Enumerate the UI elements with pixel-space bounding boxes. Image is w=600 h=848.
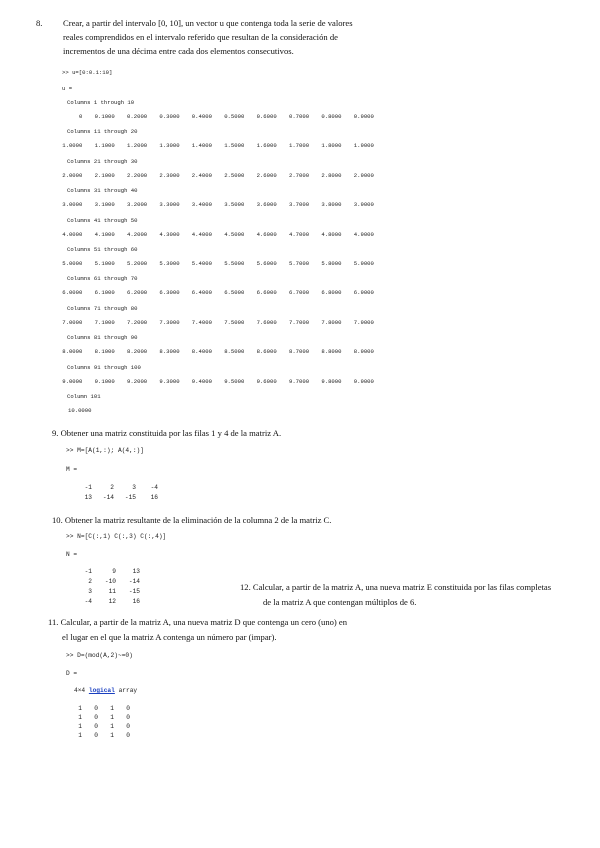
value-cell: 9.4000 <box>191 377 212 385</box>
value-cell: 9.3000 <box>159 377 180 385</box>
value-cell: 2.9000 <box>353 171 374 179</box>
column-header: Columns 1 through 10 <box>67 99 135 106</box>
ex8-result-label: u = <box>62 85 73 92</box>
matrix-cell: 0 <box>94 714 98 721</box>
value-cell: 0.3000 <box>159 113 180 120</box>
ex8-line-1: Crear, a partir del intervalo [0, 10], un vector u que contenga toda la serie de valores <box>63 18 353 28</box>
value-cell: 3.2000 <box>127 201 148 209</box>
matrix-cell: 1 <box>110 732 114 739</box>
matrix-cell: 2 <box>88 578 92 585</box>
value-cell: 0.7000 <box>288 113 310 120</box>
ex11-array-type <box>74 687 137 694</box>
column-header: Columns 31 through 40 <box>67 187 138 195</box>
column-header: Columns 91 through 100 <box>67 363 141 371</box>
ex8-line-3: incrementos de una décima entre cada dos elementos consecutivos. <box>63 46 294 56</box>
value-cell: 0.1000 <box>94 113 115 120</box>
value-cell: 2.7000 <box>288 171 310 179</box>
matrix-cell: 1 <box>110 705 114 712</box>
value-cell: 1.3000 <box>159 142 180 150</box>
matrix-row <box>72 723 130 730</box>
matrix-cell: 13 <box>132 568 140 575</box>
matrix-cell: 12 <box>108 598 116 605</box>
matrix-row <box>72 732 130 739</box>
value-cell: 0.9000 <box>353 113 374 120</box>
matrix-cell: -1 <box>84 484 92 491</box>
value-cell: 9.0000 <box>62 377 83 385</box>
value-cell: 6.1000 <box>94 289 115 297</box>
value-cell: 6.4000 <box>191 289 212 297</box>
value-cell: 7.0000 <box>62 318 83 326</box>
value-cell: 7.6000 <box>256 318 277 326</box>
value-cell: 4.0000 <box>62 230 83 238</box>
value-cell: 1.9000 <box>353 142 374 150</box>
matrix-row <box>76 568 140 575</box>
ex8-line-2: reales comprendidos en el intervalo referido que resultan de la consideración de <box>63 32 338 42</box>
value-cell: 0.6000 <box>256 113 277 120</box>
matrix-cell: 1 <box>78 723 82 730</box>
value-cell: 1.1000 <box>94 142 115 150</box>
matrix-cell: 0 <box>94 723 98 730</box>
value-cell: 4.6000 <box>256 230 277 238</box>
column-header: Columns 41 through 50 <box>67 216 138 224</box>
matrix-cell: 1 <box>78 705 82 712</box>
value-cell: 3.5000 <box>224 201 245 209</box>
matrix-cell: -1 <box>84 568 92 575</box>
column-header: Column 101 <box>67 393 101 400</box>
value-cell: 9.1000 <box>94 377 115 385</box>
value-cell: 7.1000 <box>94 318 115 326</box>
value-cell: 6.3000 <box>159 289 180 297</box>
matrix-cell: 0 <box>126 723 130 730</box>
value-cell: 6.6000 <box>256 289 277 297</box>
matrix-cell: -10 <box>104 578 116 585</box>
value-cell: 7.9000 <box>353 318 374 326</box>
value-cell: 2.8000 <box>321 171 342 179</box>
value-cell: 2.3000 <box>159 171 180 179</box>
column-header: Columns 51 through 60 <box>67 246 138 253</box>
value-cell: 1.6000 <box>256 142 277 150</box>
matrix-row <box>76 598 140 605</box>
value-cell: 8.2000 <box>127 348 148 356</box>
value-cell: 4.1000 <box>94 230 115 238</box>
value-cell: 6.7000 <box>288 289 310 297</box>
value-cell: 2.5000 <box>224 171 245 179</box>
ex11-array-suffix: array <box>118 687 138 694</box>
ex11-line-2: el lugar en el que la matriz A contenga un número par (impar). <box>62 632 277 642</box>
value-cell: 8.4000 <box>191 348 212 356</box>
value-cell: 5.8000 <box>321 260 342 267</box>
value-cell: 4.4000 <box>191 230 212 238</box>
value-cell: 3.0000 <box>62 201 83 209</box>
matrix-row <box>72 484 158 491</box>
value-row <box>50 172 374 179</box>
value-cell: 1.0000 <box>62 142 83 150</box>
matrix-cell: 0 <box>126 732 130 739</box>
value-cell: 10.0000 <box>68 407 92 414</box>
value-cell: 1.4000 <box>191 142 212 150</box>
matrix-cell: -15 <box>128 588 140 595</box>
matrix-cell: 1 <box>78 714 82 721</box>
logical-help-link[interactable]: logical <box>88 687 115 694</box>
ex10-result-label: N = <box>66 551 78 558</box>
matrix-cell: 0 <box>94 705 98 712</box>
value-cell: 7.5000 <box>224 318 245 326</box>
value-cell: 5.4000 <box>191 260 212 267</box>
matrix-cell: 16 <box>150 494 158 501</box>
value-cell: 9.7000 <box>288 377 310 385</box>
value-cell: 5.5000 <box>224 260 245 267</box>
ex9-result-label: M = <box>66 466 78 473</box>
value-cell: 2.1000 <box>94 171 115 179</box>
matrix-row <box>72 494 158 501</box>
value-cell: 8.3000 <box>159 348 180 356</box>
value-cell: 4.9000 <box>353 230 374 238</box>
column-header: Columns 11 through 20 <box>67 128 138 136</box>
matrix-row <box>76 578 140 585</box>
value-cell: 1.2000 <box>127 142 148 150</box>
column-header: Columns 81 through 90 <box>67 334 138 342</box>
value-cell: 2.4000 <box>191 171 212 179</box>
value-cell: 8.5000 <box>224 348 245 356</box>
value-cell: 2.6000 <box>256 171 277 179</box>
value-cell: 7.4000 <box>191 318 212 326</box>
value-cell: 9.2000 <box>127 377 148 385</box>
ex11-line-1: 11. Calcular, a partir de la matriz A, una nueva matriz D que contenga un cero (uno) en <box>48 617 348 627</box>
value-cell: 9.9000 <box>353 377 374 385</box>
value-cell: 5.7000 <box>288 260 310 267</box>
value-cell: 5.6000 <box>256 260 277 267</box>
value-cell: 0.8000 <box>321 113 342 120</box>
matrix-cell: 16 <box>132 598 140 605</box>
value-cell: 9.5000 <box>224 377 245 385</box>
value-cell: 9.8000 <box>321 377 342 385</box>
ex9-statement: 9. Obtener una matriz constituida por las filas 1 y 4 de la matriz A. <box>52 428 282 438</box>
matrix-cell: 3 <box>132 484 136 491</box>
value-cell: 7.3000 <box>159 318 180 326</box>
matrix-cell: 11 <box>108 588 116 595</box>
value-cell: 4.8000 <box>321 230 342 238</box>
value-cell: 7.2000 <box>127 318 148 326</box>
matrix-cell: -4 <box>150 484 158 491</box>
value-row <box>50 319 374 326</box>
ex11-result-label: D = <box>66 670 78 677</box>
value-cell: 6.2000 <box>127 289 148 297</box>
matrix-row <box>72 705 130 712</box>
value-cell: 8.7000 <box>288 348 310 356</box>
value-row <box>50 407 108 414</box>
value-cell: 3.8000 <box>321 201 342 209</box>
ex8-number: 8. <box>36 18 43 28</box>
value-cell: 1.7000 <box>288 142 310 150</box>
value-row <box>50 348 374 355</box>
column-header: Columns 71 through 80 <box>67 304 138 312</box>
matrix-cell: -4 <box>84 598 92 605</box>
matrix-cell: 9 <box>112 568 116 575</box>
matrix-cell: -14 <box>102 494 114 501</box>
value-cell: 9.6000 <box>256 377 277 385</box>
value-cell: 3.3000 <box>159 201 180 209</box>
value-cell: 8.6000 <box>256 348 277 356</box>
value-cell: 8.1000 <box>94 348 115 356</box>
value-cell: 6.5000 <box>224 289 245 297</box>
ex11-command: >> D=(mod(A,2)~=0) <box>66 652 133 659</box>
value-row <box>50 289 374 296</box>
value-cell: 3.4000 <box>191 201 212 209</box>
ex11-array-prefix: 4×4 <box>74 687 86 694</box>
value-row <box>50 201 374 208</box>
value-cell: 4.5000 <box>224 230 245 238</box>
value-cell: 7.8000 <box>321 318 342 326</box>
ex10-statement: 10. Obtener la matriz resultante de la eliminación de la columna 2 de la matriz C. <box>52 515 332 525</box>
value-cell: 5.3000 <box>159 260 180 267</box>
matrix-cell: -14 <box>128 578 140 585</box>
value-cell: 4.3000 <box>159 230 180 238</box>
value-row <box>50 142 374 149</box>
matrix-cell: 1 <box>110 723 114 730</box>
value-cell: 3.6000 <box>256 201 277 209</box>
matrix-cell: 0 <box>94 732 98 739</box>
value-cell: 4.2000 <box>127 230 148 238</box>
column-header: Columns 61 through 70 <box>67 275 138 283</box>
value-cell: 0.2000 <box>127 113 148 120</box>
value-cell: 4.7000 <box>288 230 310 238</box>
value-cell: 5.2000 <box>127 260 148 267</box>
value-cell: 5.0000 <box>62 260 83 267</box>
value-row <box>50 260 374 267</box>
ex10-command: >> N=[C(:,1) C(:,3) C(:,4)] <box>66 533 167 540</box>
value-row <box>50 231 374 238</box>
ex12-line-1: 12. Calcular, a partir de la matriz A, una nueva matriz E constituida por las filas completas <box>240 582 552 592</box>
matrix-cell: 1 <box>78 732 82 739</box>
ex9-command: >> M=[A(1,:); A(4,:)] <box>66 447 144 454</box>
matrix-cell: 13 <box>84 494 92 501</box>
matrix-row <box>76 588 140 595</box>
value-cell: 2.0000 <box>62 171 83 179</box>
value-cell: 3.9000 <box>353 201 374 209</box>
value-cell: 6.0000 <box>62 289 83 297</box>
matrix-cell: 1 <box>110 714 114 721</box>
ex8-command: >> u=[0:0.1:10] <box>62 69 113 76</box>
value-cell: 2.2000 <box>127 171 148 179</box>
value-cell: 0 <box>79 113 83 120</box>
matrix-row <box>72 714 130 721</box>
value-cell: 6.8000 <box>321 289 342 297</box>
value-cell: 5.1000 <box>94 260 115 267</box>
matrix-cell: 3 <box>88 588 92 595</box>
value-row <box>50 378 374 385</box>
value-cell: 8.9000 <box>353 348 374 356</box>
value-cell: 3.7000 <box>288 201 310 209</box>
value-cell: 7.7000 <box>288 318 310 326</box>
value-cell: 8.8000 <box>321 348 342 356</box>
value-cell: 0.4000 <box>191 113 212 120</box>
value-cell: 1.5000 <box>224 142 245 150</box>
value-cell: 3.1000 <box>94 201 115 209</box>
matrix-cell: 2 <box>110 484 114 491</box>
column-header: Columns 21 through 30 <box>67 157 138 165</box>
matrix-cell: -15 <box>124 494 136 501</box>
ex12-line-2: de la matriz A que contengan múltiplos de 6. <box>263 597 417 607</box>
value-row <box>50 113 374 120</box>
value-cell: 8.0000 <box>62 348 83 356</box>
matrix-cell: 0 <box>126 714 130 721</box>
matrix-cell: 0 <box>126 705 130 712</box>
value-cell: 0.5000 <box>224 113 245 120</box>
value-cell: 5.9000 <box>353 260 374 267</box>
value-cell: 6.9000 <box>353 289 374 297</box>
value-cell: 1.8000 <box>321 142 342 150</box>
